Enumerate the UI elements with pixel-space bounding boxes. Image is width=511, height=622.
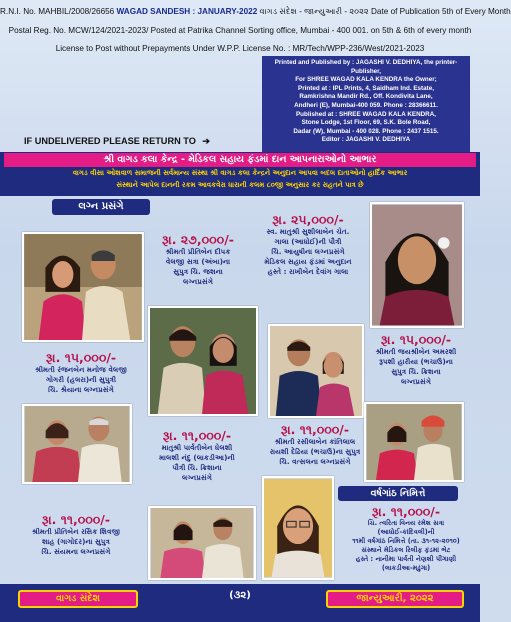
banner-title: શ્રી વાગડ કલા કેન્દ્ર - મેડિકલ સહાય ફંડમાં દાન આપનારાઓનો આભાર [4, 153, 476, 167]
couple-photo-3 [268, 324, 364, 418]
rni-number: R.N.I. No. MAHBIL/2008/26656 [0, 7, 115, 16]
donation-text: ચિ. ત્વરિતા વિનય રમેશ સત્રા [367, 519, 445, 527]
couple-photo-2 [148, 306, 258, 416]
donation-caption-8 [336, 504, 476, 573]
publisher-line: Printed and Published by : JAGASHI V. DEDHIYA, the printer-Publisher, [274, 59, 458, 75]
donation-amount: રૂા. ૧૧,૦૦૦/- [280, 422, 350, 437]
donation-text: ચિ. સંયમના લગ્નપ્રસંગે [41, 547, 111, 556]
portrait-photo-bride [370, 202, 464, 328]
banner-subtitle-2: સંસ્થાને આપેલ દાનની રકમ આવકવેરા ધારાની કલમ ૮૦જી અનુસાર કર રાહતને પાત્ર છે [116, 181, 364, 189]
donation-text: મેડિકલ સહાય ફંડમાં અનુદાન [264, 257, 352, 266]
donation-text: સંસ્થાને મેડિકલ રિલીફ ફંડમાં ભેટ [361, 546, 451, 554]
donation-amount: રૂા. ૧૧,૦૦૦/- [371, 504, 441, 519]
donation-text: (લાકડીઆ-મઢુંગા) [381, 564, 431, 572]
section-label-birthday: વર્ષગાંઠ નિમિત્તે [338, 486, 458, 501]
donation-caption-1 [144, 232, 252, 287]
undelivered-label: IF UNDELIVERED PLEASE RETURN TO [24, 136, 196, 146]
couple-photo-4 [22, 404, 132, 484]
donation-text: લગ્નપ્રસંગે [401, 377, 431, 386]
donation-text: શ્રીમતી પ્રીતિબેન રસિક શિવજી [32, 527, 120, 536]
donation-text: લગ્નપ્રસંગે [182, 473, 212, 482]
donation-caption-2 [246, 212, 370, 277]
publisher-line: Dadar (W), Mumbai - 400 028. Phone : 2437 1515. [293, 127, 439, 135]
publication-date: વાગડ સંદેશ - જાન્યુઆરી - ૨૦૨૨ Date of Publication 5th of Every Month [259, 7, 511, 16]
donation-text: ગાલા (આધોઈ)ની પૌત્રી [274, 237, 342, 246]
banner-subtitle-1: વાગડ વીસા ઓશવાળ સમાજની સર્વમાન્ય સંસ્થા શ્રી વાગડ કલા કેન્દ્રને અનુદાન આપવા બદલ દાતાઓનો હાર્દિક આભાર [72, 169, 408, 177]
couple-photo-6 [148, 506, 256, 580]
donation-text: ચિ. શ્રેયાના લગ્નપ્રસંગે [48, 385, 114, 394]
publisher-line: Andheri (E), Mumbai-400 059. Phone : 28366611. [294, 101, 438, 109]
donation-text: હસ્તે : નાનીમા પાર્વતી નેણશી પીંગાણી [355, 555, 457, 563]
donation-text: (આધોઈ-કાંદિવલી)ની [377, 528, 435, 536]
footer-magazine-name: વાગડ સંદેશ [18, 590, 138, 608]
donation-text: ૧૧મી વર્ષગાંઠ નિમિત્તે (તા. ૩૧-૧૨-૨૦૧૦) [352, 537, 460, 545]
publisher-box [262, 56, 470, 154]
donation-text: ચિ. આયુષીના લગ્નપ્રસંગે [271, 247, 345, 256]
donation-text: ગોગરી (હલરા)ની સુપુત્રી [45, 375, 117, 384]
portrait-photo-bride-image [372, 204, 462, 326]
donation-text: રૂપશી હારીયા (ભચાઉ)ના [379, 357, 453, 366]
donation-text: શ્રીમતી જયશ્રીબેન અમરશી [375, 347, 457, 356]
donation-amount: રૂા. ૧૫,૦૦૦/- [45, 350, 117, 365]
donation-text: હસ્તે : રાખીબેન દેવાંગ ગાલા [267, 267, 349, 276]
donation-amount: રૂા. ૧૧,૦૦૦/- [41, 512, 111, 527]
donation-text: શ્રીમતી પ્રીતિબેન દીપક [165, 247, 231, 256]
donation-text: સુપુત્ર ચિ. જશના [173, 267, 223, 276]
publisher-line: Published at : SHREE WAGAD KALA KENDRA, [295, 110, 437, 118]
footer-page-number: (૩૨) [229, 590, 251, 601]
donation-caption-7 [16, 512, 136, 557]
donation-text: શ્રીમતી રંજનબેન મનોજ વેલજી [35, 365, 127, 374]
donation-text: વેલજી સત્રા (અંબા)ના [165, 257, 231, 266]
couple-photo-6-image [150, 508, 254, 578]
couple-photo-1 [22, 232, 144, 342]
donation-amount: રૂા. ૧૧,૦૦૦/- [162, 428, 232, 443]
donation-caption-6 [256, 422, 374, 467]
header-line-1 [0, 7, 511, 17]
donation-caption-3 [364, 332, 468, 387]
donation-text: માતુશ્રી પાર્વતીબેન ધેલશી [161, 443, 233, 452]
publisher-line: For SHREE WAGAD KALA KENDRA the Owner; [295, 76, 437, 84]
section-label-wedding: લગ્ન પ્રસંગે [52, 199, 150, 215]
donation-caption-5 [138, 428, 256, 483]
couple-photo-3-image [270, 326, 362, 416]
arrow-right-icon: ➔ [202, 136, 211, 146]
undelivered-notice [24, 136, 210, 147]
couple-photo-4-image [24, 406, 130, 482]
donation-text: ચિ. વત્સલના લગ્નપ્રસંગે [279, 457, 351, 466]
couple-photo-5-image [366, 404, 462, 480]
donation-text: સ્વ. માતુશ્રી સુશીલાબેન ચેત. [266, 227, 350, 236]
publisher-line: Stone Lodge, 1st Floor, 69, S.K. Bole Road, [301, 119, 431, 127]
donation-amount: રૂા. ૨૫,૦૦૦/- [272, 212, 344, 227]
donation-text: શ્રીમતી રસીલાબેન કાંતિલાલ [274, 437, 356, 446]
donation-text: માલશી નંદુ (લાકડીઆ)ની [159, 453, 235, 462]
birthday-photo [262, 476, 334, 580]
donation-amount: રૂા. ૧૫,૦૦૦/- [380, 332, 452, 347]
header-line-3: License to Post without Prepayments Under W.P.P. License No. : MR/Tech/WPP-236/West/2021-2023 [55, 44, 425, 53]
donation-text: શાહ (ગાગોદર)ના સુપુત્ર [42, 537, 110, 546]
donation-text: રાયશી દેઢિયા (ભચાઉ)ના સુપુત્ર [269, 447, 361, 456]
birthday-photo-image [264, 478, 332, 578]
donation-text: સુપુત્ર ચિ. ક્રિશના [391, 367, 441, 376]
footer-issue-date: જાન્યુઆરી, ૨૦૨૨ [326, 590, 464, 608]
couple-photo-5 [364, 402, 464, 482]
publisher-line: Ramkrishna Mandir Rd., Off. Kondivita Lane, [299, 93, 433, 101]
couple-photo-2-image [150, 308, 256, 414]
magazine-issue: WAGAD SANDESH : JANUARY-2022 [116, 7, 258, 16]
donation-text: લગ્નપ્રસંગે [183, 277, 213, 286]
donation-caption-4 [18, 350, 144, 395]
header-line-2: Postal Reg. No. MCW/124/2021-2023/ Posted at Patrika Channel Sorting office, Mumbai - 400 001. on 5th & 6th of every month [8, 26, 472, 35]
publisher-line: Printed at : IPL Prints, 4, Saidham Ind. Estate, [298, 84, 434, 92]
couple-photo-1-image [24, 234, 142, 340]
publisher-line: Editor : JAGASHI V. DEDHIYA [321, 136, 411, 144]
donation-text: પૌત્રી ચિ. ક્રિશાના [172, 463, 222, 472]
donation-amount: રૂા. ૨૭,૦૦૦/- [162, 232, 234, 247]
